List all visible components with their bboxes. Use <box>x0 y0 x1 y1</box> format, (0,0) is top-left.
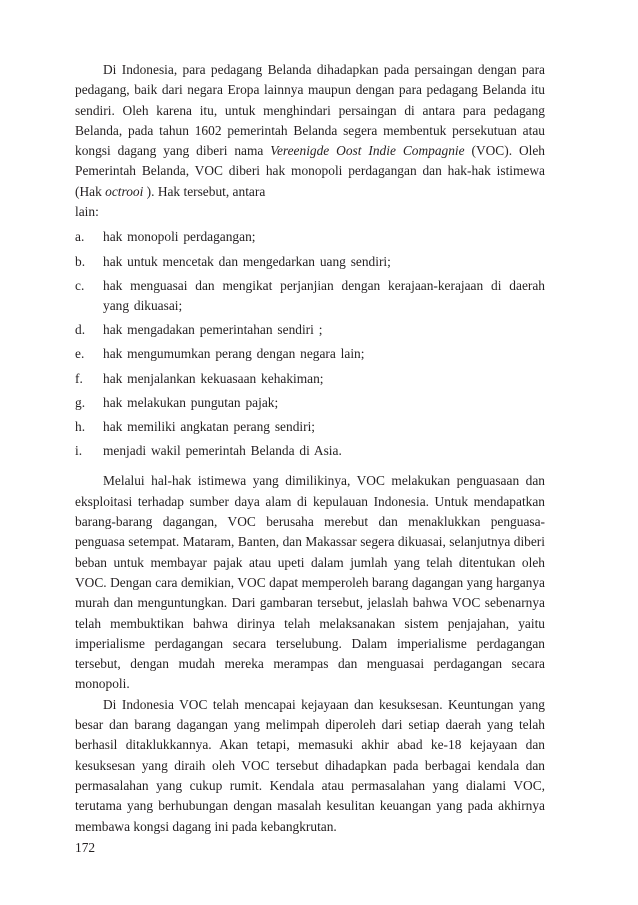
list-marker: i. <box>75 443 83 459</box>
list-item-text: hak memiliki angkatan perang sendiri; <box>103 418 316 434</box>
list-item <box>75 344 545 364</box>
list-item <box>75 276 545 317</box>
paragraph-text: (VOC). Oleh Pemerintah Belanda, VOC diberi hak monopoli perdagangan dan hak-hak istimewa (Hak <box>75 143 545 199</box>
list-item-text: hak menjalankan kekuasaan kehakiman; <box>103 370 324 386</box>
list-item <box>75 320 545 340</box>
list-marker: b. <box>75 253 86 269</box>
list-item-text: hak melakukan pungutan pajak; <box>103 394 279 410</box>
list-item <box>75 393 545 413</box>
list-marker: c. <box>75 277 85 293</box>
page-number: 172 <box>75 840 96 855</box>
list-marker: d. <box>75 322 86 338</box>
paragraph-voc-formation <box>75 60 545 202</box>
list-marker: f. <box>75 370 83 386</box>
list-item <box>75 417 545 437</box>
list-item-text: hak menguasai dan mengikat perjanjian dengan kerajaan-kerajaan di daerah yang dikuasai; <box>103 277 545 314</box>
list-item-text: hak mengadakan pemerintahan sendiri ; <box>103 322 323 338</box>
list-intro: lain: <box>75 204 99 220</box>
list-marker: g. <box>75 394 86 410</box>
list-item <box>75 227 545 247</box>
list-item <box>75 441 545 461</box>
company-name: Vereenigde Oost Indie Compagnie <box>270 143 465 159</box>
page-body <box>75 60 545 837</box>
octrooi-term: octrooi <box>105 183 144 199</box>
list-marker: h. <box>75 418 86 434</box>
paragraph-text: ). Hak tersebut, antara <box>143 183 266 199</box>
paragraph-voc-decline: Di Indonesia VOC telah mencapai kejayaan dan kesuksesan. Keuntungan yang besar dan barang dagangan yang melimpah diperoleh dari setiap daerah yang telah berhasil ditaklukkannya. Akan tetapi, memasuki akhir abad ke-18 kejayaan dan kesuksesan yang diraih oleh VOC tersebut dihadapkan pada berbagai kendala dan permasalahan yang cukup rumit. Kendala atau permasalahan yang dialami VOC, terutama yang berhubungan dengan masalah kesulitan keuangan yang pada akhirnya membawa kongsi dagang ini pada kebangkrutan. <box>75 696 545 834</box>
list-item-text: hak monopoli perdagangan; <box>103 229 256 245</box>
rights-list <box>75 227 545 461</box>
list-item-text: menjadi wakil pemerintah Belanda di Asia. <box>103 443 342 459</box>
list-item-text: hak mengumumkan perang dengan negara lain; <box>103 346 365 362</box>
paragraph-text: Di Indonesia, para pedagang Belanda dihadapkan pada persaingan dengan para pedagang, baik dari negara Eropa lainnya maupun dengan para pedagang Belanda itu sendiri. Oleh karena itu, untuk menghindari persaingan di antara para pedagang Belanda, pada tahun 1602 pemerintah Belanda segera membentuk persekutuan atau kongsi dagang yang diberi nama <box>75 62 545 159</box>
list-marker: a. <box>75 229 85 245</box>
list-item <box>75 252 545 272</box>
list-item-text: hak untuk mencetak dan mengedarkan uang sendiri; <box>103 253 391 269</box>
list-item <box>75 369 545 389</box>
list-marker: e. <box>75 346 85 362</box>
paragraph-voc-exploitation: Melalui hal-hak istimewa yang dimilikinya, VOC melakukan penguasaan dan eksploitasi terhadap sumber daya alam di kepulauan Indonesia. Untuk mendapatkan barang-barang dagangan, VOC berusaha merebut dan menaklukkan penguasa-penguasa setempat. Mataram, Banten, dan Makassar segera dikuasai, selanjutnya diberi beban untuk membayar pajak atau upeti dalam jumlah yang telah ditentukan oleh VOC. Dengan cara demikian, VOC dapat memperoleh barang dagangan yang harganya murah dan menguntungkan. Dari gambaran tersebut, jelaslah bahwa VOC sebenarnya telah membuktikan bahwa dirinya telah melaksanakan sistem penjajahan, yaitu imperialisme perdagangan secara terselubung. Dalam imperialisme perdagangan tersebut, dengan mudah mereka merampas dan menguasai perdagangan secara monopoli. <box>75 473 545 692</box>
